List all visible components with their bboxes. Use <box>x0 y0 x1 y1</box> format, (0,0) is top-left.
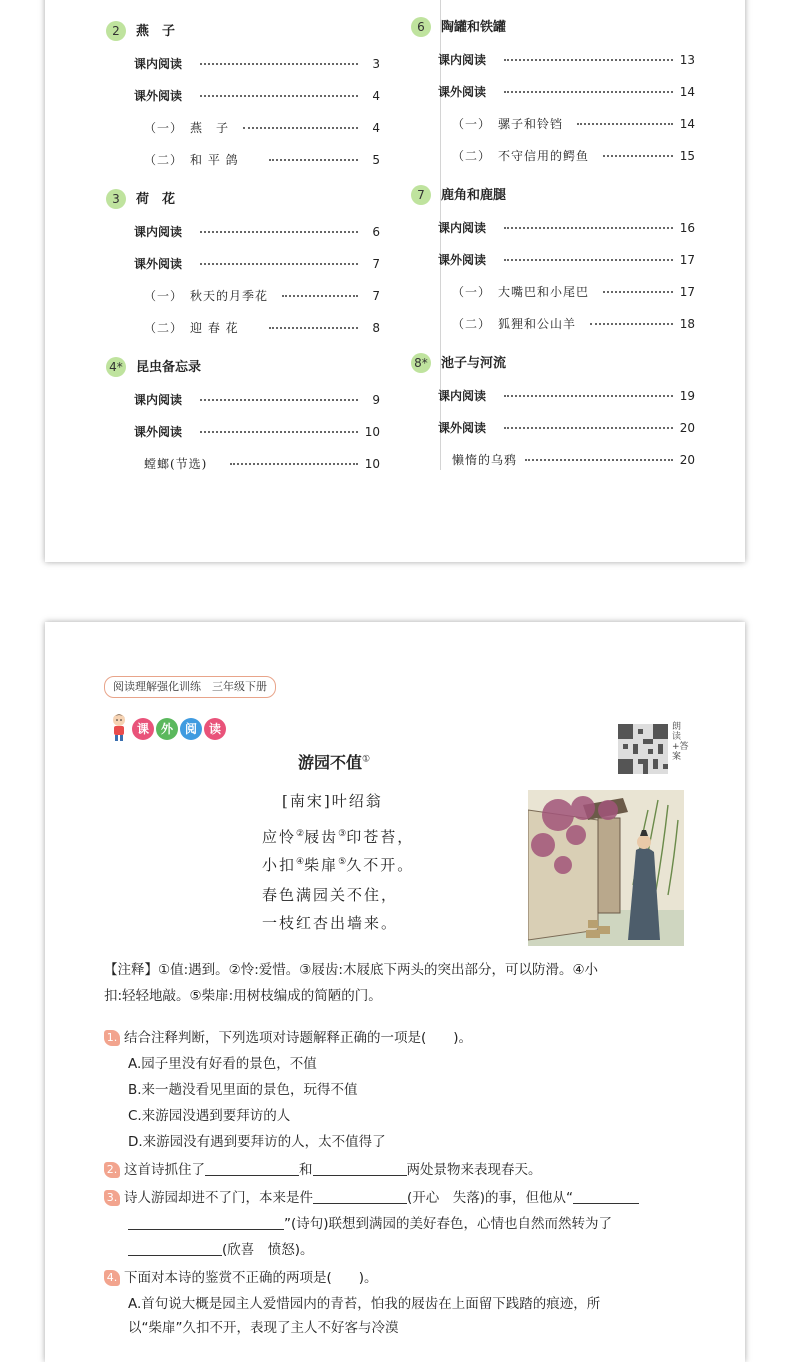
q3-blank-1[interactable] <box>313 1189 407 1204</box>
unit-number-badge: 2 <box>106 21 126 41</box>
q2-blank-1[interactable] <box>205 1161 299 1176</box>
poem-line <box>262 826 414 847</box>
section-char-1: 课 <box>132 718 154 740</box>
toc-entry[interactable] <box>134 55 380 73</box>
toc-page-number: 18 <box>679 317 695 331</box>
toc-entry[interactable] <box>134 223 380 241</box>
toc-page-number: 9 <box>372 393 380 407</box>
toc-unit-heading[interactable] <box>411 353 506 375</box>
section-char-4: 读 <box>204 718 226 740</box>
toc-entry-label: 螳螂(节选) <box>144 457 208 471</box>
toc-page-number: 7 <box>372 289 380 303</box>
toc-leader-dots <box>504 427 673 429</box>
unit-title: 荷 花 <box>136 192 176 207</box>
toc-page-number: 10 <box>364 457 380 471</box>
kid-mascot-icon <box>108 712 130 742</box>
toc-page-number: 4 <box>372 121 380 135</box>
poem-text: 一枝红杏出墙来。 <box>262 914 399 932</box>
toc-subentry[interactable] <box>452 283 695 301</box>
toc-subentry[interactable] <box>452 115 695 133</box>
toc-entry-label: 课内阅读 <box>134 225 183 239</box>
toc-entry-label: 课外阅读 <box>438 85 487 99</box>
q4-option-a-line-1: A.首句说大概是园主人爱惜园内的青苔，怕我的屐齿在上面留下践踏的痕迹，所 <box>128 1296 601 1312</box>
toc-entry[interactable] <box>438 251 695 269</box>
toc-unit-heading[interactable] <box>106 21 175 43</box>
toc-leader-dots <box>200 399 358 401</box>
book-header-tag: 阅读理解强化训练 三年级下册 <box>104 676 276 698</box>
unit-number-badge: 8* <box>411 353 431 373</box>
toc-page-number: 20 <box>679 453 695 467</box>
q3-blank-2a[interactable] <box>573 1189 639 1204</box>
poem-line <box>262 912 398 933</box>
toc-unit-heading[interactable] <box>411 185 506 207</box>
poem-line <box>262 884 398 905</box>
unit-title: 陶罐和铁罐 <box>441 20 507 35</box>
toc-entry-label: 课外阅读 <box>134 257 183 271</box>
toc-leader-dots <box>577 123 673 125</box>
unit-number-badge: 4* <box>106 357 126 377</box>
toc-unit-heading[interactable] <box>106 189 175 211</box>
toc-leader-dots <box>243 127 358 129</box>
toc-subentry[interactable] <box>144 151 380 169</box>
toc-leader-dots <box>200 431 358 433</box>
q3-blank-2b[interactable] <box>128 1215 284 1230</box>
toc-leader-dots <box>504 91 673 93</box>
qr-code-icon[interactable] <box>618 724 668 774</box>
section-char-2: 外 <box>156 718 178 740</box>
poet-illustration <box>528 790 684 946</box>
unit-title: 燕 子 <box>136 24 176 39</box>
toc-leader-dots <box>200 231 358 233</box>
unit-number-badge: 6 <box>411 17 431 37</box>
notes-line-2: 扣:轻轻地敲。⑤柴扉:用树枝编成的简陋的门。 <box>104 988 382 1004</box>
toc-entry-label: （一） 燕 子 <box>144 121 230 135</box>
toc-leader-dots <box>504 227 673 229</box>
section-char-3: 阅 <box>180 718 202 740</box>
unit-title: 鹿角和鹿腿 <box>441 188 507 203</box>
toc-entry-label: （一） 骡子和铃铛 <box>452 117 564 131</box>
toc-entry[interactable] <box>134 423 380 441</box>
toc-page-number: 5 <box>372 153 380 167</box>
footnote-marker: ④ <box>296 857 305 867</box>
poem-text: 小扣 <box>262 856 297 874</box>
unit-number-badge: 3 <box>106 189 126 209</box>
toc-leader-dots <box>504 259 673 261</box>
toc-entry-label: 课外阅读 <box>438 253 487 267</box>
toc-subentry[interactable] <box>144 287 380 305</box>
toc-entry-label: 课内阅读 <box>438 53 487 67</box>
toc-entry-label: （二） 迎 春 花 <box>144 321 239 335</box>
qr-label: 朗读+答案 <box>672 722 689 762</box>
toc-unit-heading[interactable] <box>106 357 201 379</box>
toc-entry-label: 课内阅读 <box>134 57 183 71</box>
toc-entry[interactable] <box>438 219 695 237</box>
toc-page-number: 20 <box>679 421 695 435</box>
toc-page-number: 19 <box>679 389 695 403</box>
q3-blank-3[interactable] <box>128 1241 222 1256</box>
poem-text: 印苍苔， <box>346 828 415 846</box>
toc-entry-label: （一） 秋天的月季花 <box>144 289 269 303</box>
toc-leader-dots <box>200 95 358 97</box>
poem-text: 应怜 <box>262 828 297 846</box>
toc-leader-dots <box>504 59 673 61</box>
toc-entry-label: 课外阅读 <box>134 89 183 103</box>
toc-entry[interactable] <box>438 387 695 405</box>
toc-entry-label: 课内阅读 <box>438 221 487 235</box>
poem-text: 春色满园关不住， <box>262 886 399 904</box>
unit-title: 池子与河流 <box>441 356 507 371</box>
toc-page-number: 14 <box>679 85 695 99</box>
toc-entry-label: 课内阅读 <box>134 393 183 407</box>
toc-leader-dots <box>230 463 358 465</box>
poem-text: 柴扉 <box>304 856 339 874</box>
toc-page-number: 8 <box>372 321 380 335</box>
toc-page <box>45 0 745 562</box>
toc-page-number: 4 <box>372 89 380 103</box>
toc-leader-dots <box>504 395 673 397</box>
toc-entry-label: 课外阅读 <box>134 425 183 439</box>
toc-subentry[interactable] <box>452 147 695 165</box>
toc-leader-dots <box>590 323 673 325</box>
toc-entry-label: （二） 狐狸和公山羊 <box>452 317 577 331</box>
toc-subentry[interactable] <box>144 319 380 337</box>
q1-option-b: B.来一趟没看见里面的景色，玩得不值 <box>128 1082 358 1098</box>
toc-subentry[interactable] <box>452 315 695 333</box>
toc-entry[interactable] <box>134 255 380 273</box>
toc-entry-label: 懒惰的乌鸦 <box>452 453 518 467</box>
notes-line-1: 【注释】①值:遇到。②怜:爱惜。③屐齿:木屐底下两头的突出部分，可以防滑。④小 <box>104 962 599 978</box>
toc-entry[interactable] <box>134 87 380 105</box>
toc-page-number: 17 <box>679 285 695 299</box>
question-3-line-2: ”(诗句)联想到满园的美好春色，心情也自然而然转为了 <box>128 1212 612 1232</box>
toc-subentry[interactable] <box>144 455 380 473</box>
question-1: 1. 结合注释判断，下列选项对诗题解释正确的一项是( )。 <box>104 1026 472 1046</box>
toc-entry[interactable] <box>438 419 695 437</box>
toc-unit-heading[interactable] <box>411 17 506 39</box>
toc-leader-dots <box>282 295 358 297</box>
q1-option-c: C.来游园没遇到要拜访的人 <box>128 1108 291 1124</box>
toc-leader-dots <box>200 63 358 65</box>
unit-number-badge: 7 <box>411 185 431 205</box>
toc-page-number: 17 <box>679 253 695 267</box>
toc-leader-dots <box>269 159 358 161</box>
toc-entry[interactable] <box>134 391 380 409</box>
question-2: 2. 这首诗抓住了 和 两处景物来表现春天。 <box>104 1158 542 1178</box>
toc-leader-dots <box>269 327 358 329</box>
toc-entry-label: 课内阅读 <box>438 389 487 403</box>
question-3-line-3: (欣喜 愤怒)。 <box>128 1238 314 1258</box>
toc-entry-label: （一） 大嘴巴和小尾巴 <box>452 285 590 299</box>
toc-entry[interactable] <box>438 51 695 69</box>
toc-entry[interactable] <box>438 83 695 101</box>
toc-page-number: 3 <box>372 57 380 71</box>
toc-page-number: 13 <box>679 53 695 67</box>
toc-subentry[interactable] <box>452 451 695 469</box>
toc-subentry[interactable] <box>144 119 380 137</box>
q4-option-a-line-2: 以“柴扉”久扣不开，表现了主人不好客与冷漠 <box>128 1320 399 1336</box>
footnote-marker: ③ <box>338 829 347 839</box>
poem-title: 游园不值① <box>298 753 371 772</box>
toc-page-number: 15 <box>679 149 695 163</box>
toc-leader-dots <box>603 291 673 293</box>
poem-text: 屐齿 <box>304 828 339 846</box>
toc-leader-dots <box>200 263 358 265</box>
poem-author: [南宋]叶绍翁 <box>282 792 383 810</box>
question-3: 3. 诗人游园却进不了门，本来是件 (开心 失落)的事，但他从“ <box>104 1186 639 1206</box>
question-4: 4. 下面对本诗的鉴赏不正确的两项是( )。 <box>104 1266 378 1286</box>
toc-page-number: 7 <box>372 257 380 271</box>
toc-page-number: 16 <box>679 221 695 235</box>
toc-page-number: 14 <box>679 117 695 131</box>
q2-blank-2[interactable] <box>313 1161 407 1176</box>
toc-entry-label: （二） 和 平 鸽 <box>144 153 239 167</box>
q1-option-d: D.来游园没有遇到要拜访的人，太不值得了 <box>128 1134 386 1150</box>
toc-leader-dots <box>525 459 673 461</box>
toc-entry-label: （二） 不守信用的鳄鱼 <box>452 149 590 163</box>
toc-entry-label: 课外阅读 <box>438 421 487 435</box>
unit-title: 昆虫备忘录 <box>136 360 202 375</box>
footnote-marker: ② <box>296 829 305 839</box>
toc-leader-dots <box>603 155 673 157</box>
toc-page-number: 6 <box>372 225 380 239</box>
poem-line <box>262 854 414 875</box>
q1-option-a: A.园子里没有好看的景色，不值 <box>128 1056 317 1072</box>
toc-page-number: 10 <box>364 425 380 439</box>
footnote-marker: ⑤ <box>338 857 347 867</box>
poem-text: 久不开。 <box>346 856 415 874</box>
